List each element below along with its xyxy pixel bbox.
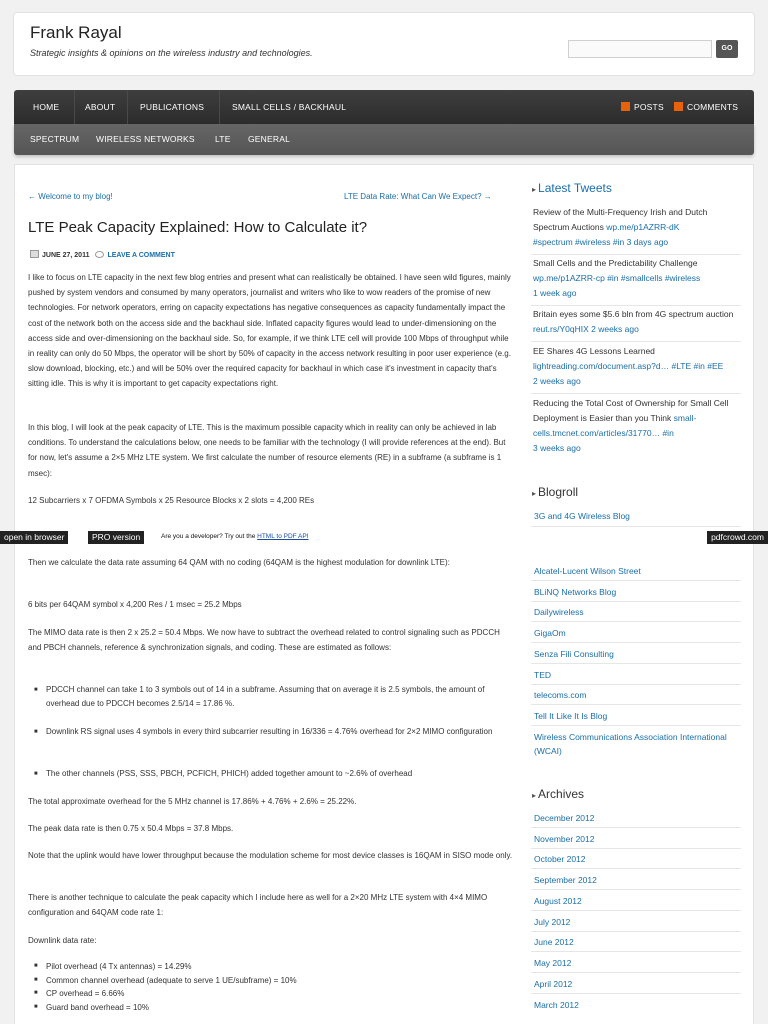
- tweet-hashtags[interactable]: #in: [662, 428, 674, 438]
- posts-feed-label: POSTS: [634, 102, 664, 112]
- secondary-nav: [14, 124, 754, 155]
- post-paragraph: There is another technique to calculate the peak capacity which I include here as well for a 2×20 MHz LTE system with 4×4 MIMO configuration and 64QAM code rate 1:: [28, 893, 488, 918]
- link-divider: [531, 663, 741, 664]
- blogroll-link[interactable]: Wireless Communications Association International (WCAI): [534, 732, 727, 756]
- tweet-hashtags[interactable]: #in #smallcells #wireless: [607, 273, 701, 283]
- blogroll-link[interactable]: Alcatel-Lucent Wilson Street: [534, 566, 641, 576]
- link-divider: [531, 621, 741, 622]
- post-date: JUNE 27, 2011: [42, 252, 90, 259]
- tweet-text: Small Cells and the Predictability Challenge: [533, 258, 698, 268]
- nav-divider: [127, 90, 128, 124]
- post-paragraph: The peak data rate is then 0.75 x 50.4 Mbps = 37.8 Mbps.: [28, 824, 234, 833]
- archives-title: Archives: [538, 787, 585, 801]
- blogroll-widget-title: [532, 485, 578, 499]
- next-post-link[interactable]: LTE Data Rate: What Can We Expect? →: [344, 192, 492, 201]
- link-divider: [531, 931, 741, 932]
- archives-widget-title: [532, 787, 584, 801]
- post-paragraph: In this blog, I will look at the peak capacity of LTE. This is the maximum possible capacity which in reality can only be achieved in lab conditions. To understand the calculations below, one needs to be familiar with the technology (I will provide references at the end). But for now, let's assume a 2×5 MHz LTE system. We first calculate the number of resource elements (RE) in a subframe (a subframe is 1 msec):: [28, 423, 506, 478]
- chevron-right-icon: ▸: [532, 791, 537, 800]
- previous-post-link[interactable]: ← Welcome to my blog!: [28, 192, 113, 201]
- tweet-time[interactable]: 3 weeks ago: [533, 443, 581, 453]
- list-item: ■ Common channel overhead (adequate to serve 1 UE/subframe) = 10%: [46, 974, 516, 988]
- pdfcrowd-bar: [0, 531, 768, 544]
- tweet-link[interactable]: wp.me/p1AZRR-cp: [533, 273, 605, 283]
- tweet-time[interactable]: 2 weeks ago: [533, 376, 581, 386]
- post-meta: [30, 250, 175, 259]
- nav-small-cells[interactable]: SMALL CELLS / BACKHAUL: [232, 102, 347, 112]
- chevron-right-icon: ▸: [532, 185, 537, 194]
- post-title: LTE Peak Capacity Explained: How to Calculate it?: [28, 219, 368, 236]
- post-paragraph: Note that the uplink would have lower throughput because the modulation scheme for most device classes is 16QAM in SISO mode only.: [28, 851, 513, 860]
- tweet-divider: [531, 341, 741, 342]
- archive-link[interactable]: June 2012: [534, 937, 574, 947]
- blogroll-title: Blogroll: [538, 485, 579, 499]
- blogroll-link[interactable]: Tell It Like It Is Blog: [534, 711, 608, 721]
- open-in-browser-button[interactable]: open in browser: [0, 531, 68, 544]
- link-divider: [531, 993, 741, 994]
- nav-spectrum[interactable]: SPECTRUM: [30, 134, 80, 144]
- html-to-pdf-api-link[interactable]: HTML to PDF API: [257, 533, 309, 540]
- downlink-list: [46, 960, 516, 1014]
- tweet-text: Reducing the Total Cost of Ownership for Small Cell Deployment is Easier than you Think: [533, 398, 729, 423]
- link-divider: [531, 704, 741, 705]
- post-paragraph: 6 bits per 64QAM symbol x 4,200 Res / 1 msec = 25.2 Mbps: [28, 600, 242, 609]
- link-divider: [531, 848, 741, 849]
- post-paragraph: I like to focus on LTE capacity in the next few blog entries and present what can realistically be obtained. I have seen wild figures, mainly pushed by system vendors and consumed by many operators, journalist and writers who like to wow readers of the promise of new technologies. For network operators, erring on capacity expectations has negative consequences as capacity fundamentally impact the cost of the network both on the access side and the backhaul side. Inflated capacity figures would lead to under-dimensioning on the access side and over-dimensioning on the backhaul side. So, for example, if we think LTE cell will provide 100 Mbps of throughput while in reality can only do 50 Mbps, the operator will be short by 50% of capacity in the access network resulting in poor user experience (e.g. slow download, blocking, etc.) and will be 50% over the required capacity for backhaul in which case it's investment in capacity that's sitting idle. This is why it is important to get capacity expectations right.: [28, 273, 511, 389]
- link-divider: [531, 526, 741, 527]
- link-divider: [531, 601, 741, 602]
- link-divider: [531, 580, 741, 581]
- comment-icon: [95, 251, 104, 258]
- blogroll-link[interactable]: GigaOm: [534, 628, 566, 638]
- tweet-hashtags[interactable]: #spectrum #wireless #in: [533, 237, 625, 247]
- tweets-title: Latest Tweets: [538, 181, 612, 195]
- blogroll-link[interactable]: Dailywireless: [534, 607, 584, 617]
- tweet-item: [533, 307, 741, 337]
- nav-home[interactable]: HOME: [33, 102, 60, 112]
- pdfcrowd-logo[interactable]: pdfcrowd.com: [707, 531, 768, 544]
- archive-link[interactable]: July 2012: [534, 917, 571, 927]
- blogroll-link[interactable]: Senza Fili Consulting: [534, 649, 614, 659]
- developer-promo-text: Are you a developer? Try out the: [161, 533, 258, 540]
- tweet-link[interactable]: lightreading.com/document.asp?d…: [533, 361, 670, 371]
- comments-feed-link[interactable]: [674, 90, 738, 124]
- tweet-time[interactable]: 2 weeks ago: [591, 324, 639, 334]
- rss-icon: [674, 102, 683, 111]
- archive-link[interactable]: November 2012: [534, 834, 595, 844]
- link-divider: [531, 827, 741, 828]
- archive-link[interactable]: December 2012: [534, 813, 595, 823]
- link-divider: [531, 868, 741, 869]
- rss-icon: [621, 102, 630, 111]
- tweet-text: EE Shares 4G Lessons Learned: [533, 346, 655, 356]
- tweet-item: [533, 205, 741, 250]
- list-item: ■ The other channels (PSS, SSS, PBCH, PCFICH, PHICH) added together amount to ~2.6% of overhead: [46, 767, 516, 781]
- post-paragraph: 12 Subcarriers x 7 OFDMA Symbols x 25 Resource Blocks x 2 slots = 4,200 REs: [28, 496, 315, 505]
- nav-about[interactable]: ABOUT: [85, 102, 116, 112]
- tweet-text: Britain eyes some $5.6 bln from 4G spectrum auction: [533, 309, 734, 319]
- list-item: ■ Pilot overhead (4 Tx antennas) = 14.29%: [46, 960, 516, 974]
- archive-link[interactable]: September 2012: [534, 875, 597, 885]
- overhead-list: [46, 767, 516, 781]
- tweet-hashtags[interactable]: #LTE #in #EE: [671, 361, 724, 371]
- tweet-divider: [531, 254, 741, 255]
- link-divider: [531, 642, 741, 643]
- site-title[interactable]: Frank Rayal: [30, 23, 122, 42]
- tweet-item: [533, 256, 741, 301]
- calendar-icon: [30, 250, 39, 258]
- tweet-time[interactable]: 3 days ago: [626, 237, 669, 247]
- tweet-item: [533, 344, 741, 389]
- nav-lte[interactable]: LTE: [215, 134, 231, 144]
- site-header: [13, 12, 755, 76]
- post-paragraph: Then we calculate the data rate assuming 64 QAM with no coding (64QAM is the highest modulation for downlink LTE):: [28, 558, 450, 567]
- overhead-list: [46, 725, 516, 739]
- link-divider: [531, 725, 741, 726]
- archive-link[interactable]: October 2012: [534, 854, 586, 864]
- tweet-link[interactable]: small-cells.tmcnet.com/articles/31770…: [533, 413, 697, 438]
- comments-feed-label: COMMENTS: [687, 102, 739, 112]
- search-input[interactable]: [568, 40, 712, 58]
- link-divider: [531, 910, 741, 911]
- link-divider: [531, 972, 741, 973]
- pro-version-button[interactable]: PRO version: [86, 531, 144, 544]
- archive-link[interactable]: August 2012: [534, 896, 582, 906]
- post-paragraph: The MIMO data rate is then 2 x 25.2 = 50.4 Mbps. We now have to subtract the overhead related to control signaling such as PDCCH and PBCH channels, reference & synchronization signals, and coding. These are estimated as follows:: [28, 628, 500, 653]
- tweet-divider: [531, 305, 741, 306]
- list-item: ■ CP overhead = 6.66%: [46, 987, 516, 1001]
- tweet-link[interactable]: wp.me/p1AZRR-dK: [606, 222, 680, 232]
- link-divider: [531, 951, 741, 952]
- posts-feed-link[interactable]: [621, 90, 664, 124]
- nav-divider: [219, 90, 220, 124]
- blogroll-link[interactable]: 3G and 4G Wireless Blog: [534, 511, 630, 521]
- site-tagline: Strategic insights & opinions on the wireless industry and technologies.: [30, 48, 313, 58]
- tweet-time[interactable]: 1 week ago: [533, 288, 577, 298]
- link-divider: [531, 889, 741, 890]
- tweet-divider: [531, 393, 741, 394]
- tweet-item: [533, 396, 741, 456]
- tweet-text: Review of the Multi-Frequency Irish and Dutch Spectrum Auctions: [533, 207, 708, 232]
- overhead-list: [46, 683, 516, 711]
- primary-nav: [14, 90, 754, 124]
- chevron-right-icon: ▸: [532, 489, 537, 498]
- post-paragraph: The total approximate overhead for the 5 MHz channel is 17.86% + 4.76% + 2.6% = 25.22%.: [28, 797, 357, 806]
- post-paragraph: Downlink data rate:: [28, 936, 97, 945]
- archive-link[interactable]: March 2012: [534, 1000, 579, 1010]
- link-divider: [531, 684, 741, 685]
- blogroll-link[interactable]: telecoms.com: [534, 690, 587, 700]
- nav-wireless-networks[interactable]: WIRELESS NETWORKS: [96, 134, 195, 144]
- tweets-widget-title: [532, 181, 612, 195]
- archive-link[interactable]: May 2012: [534, 958, 572, 968]
- list-item: ■ Guard band overhead = 10%: [46, 1001, 516, 1015]
- nav-divider: [74, 90, 75, 124]
- developer-promo: [161, 533, 309, 540]
- nav-general[interactable]: GENERAL: [248, 134, 291, 144]
- leave-comment-link[interactable]: LEAVE A COMMENT: [107, 252, 175, 259]
- search-button[interactable]: GO: [716, 40, 738, 58]
- tweet-link[interactable]: reut.rs/Y0qHIX: [533, 324, 589, 334]
- list-item: ■ PDCCH channel can take 1 to 3 symbols out of 14 in a subframe. Assuming that on average it is 2.5 symbols, the amount of overhead due to PDCCH becomes 2.5/14 = 17.86 %.: [46, 683, 516, 711]
- blogroll-link[interactable]: BLiNQ Networks Blog: [534, 587, 617, 597]
- archive-link[interactable]: April 2012: [534, 979, 573, 989]
- blogroll-link[interactable]: TED: [534, 670, 551, 680]
- nav-publications[interactable]: PUBLICATIONS: [140, 102, 205, 112]
- list-item: ■ Downlink RS signal uses 4 symbols in every third subcarrier resulting in 16/336 = 4.76% overhead for 2×2 MIMO configuration: [46, 725, 516, 739]
